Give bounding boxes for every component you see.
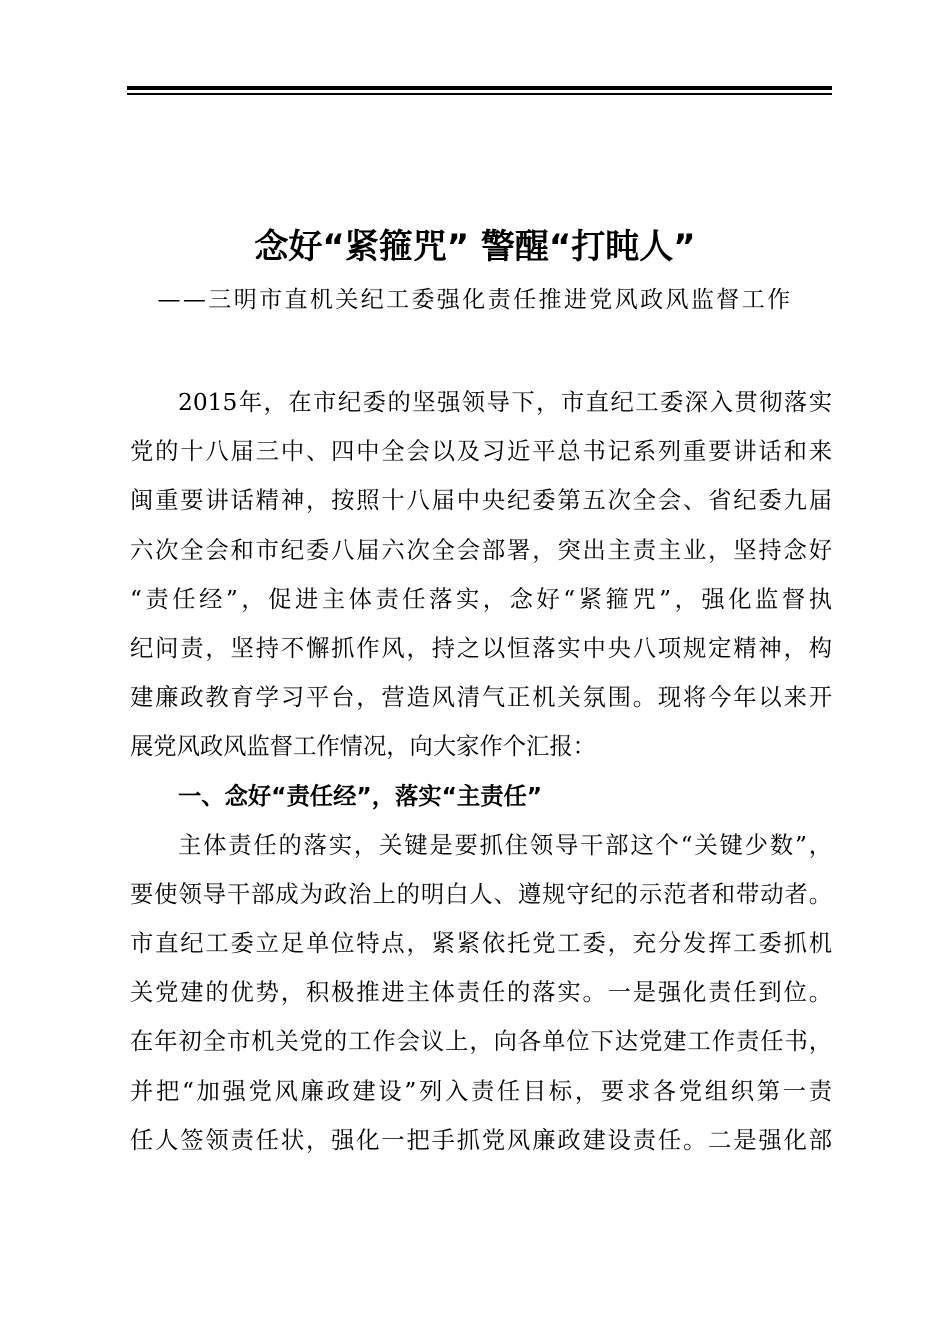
paragraph-line: 主体责任的落实，关键是要抓住领导干部这个“关键少数”， <box>178 831 832 859</box>
paragraph-line: “责任经”，促进主体责任落实，念好“紧箍咒”，强化监督执 <box>130 585 832 613</box>
paragraph-line: 任人签领责任状，强化一把手抓党风廉政建设责任。二是强化部 <box>130 1126 832 1154</box>
paragraph-line: 展党风政风监督工作情况，向大家作个汇报： <box>130 733 596 761</box>
section-heading: 一、念好“责任经”，落实“主责任” <box>178 782 543 810</box>
document-subtitle: ——三明市直机关纪工委强化责任推进党风政风监督工作 <box>157 287 793 313</box>
paragraph-line: 要使领导干部成为政治上的明白人、遵规守纪的示范者和带动者。 <box>130 880 832 908</box>
paragraph-line: 纪问责，坚持不懈抓作风，持之以恒落实中央八项规定精神，构 <box>130 634 832 662</box>
paragraph-line: 建廉政教育学习平台，营造风清气正机关氛围。现将今年以来开 <box>130 684 832 712</box>
paragraph-line: 市直纪工委立足单位特点，紧紧依托党工委，充分发挥工委抓机 <box>130 930 832 958</box>
paragraph-line: 2015年，在市纪委的坚强领导下，市直纪工委深入贯彻落实 <box>178 389 832 416</box>
header-rule-thin <box>127 93 832 95</box>
paragraph-line: 关党建的优势，积极推进主体责任的落实。一是强化责任到位。 <box>130 979 832 1007</box>
document-title: 念好“紧箍咒” 警醒“打盹人” <box>254 227 696 267</box>
paragraph-line: 党的十八届三中、四中全会以及习近平总书记系列重要讲话和来 <box>130 438 832 466</box>
paragraph-line: 闽重要讲话精神，按照十八届中央纪委第五次全会、省纪委九届 <box>130 487 832 515</box>
paragraph-line: 并把“加强党风廉政建设”列入责任目标，要求各党组织第一责 <box>130 1077 832 1105</box>
paragraph-line: 六次全会和市纪委八届六次全会部署，突出主责主业，坚持念好 <box>130 536 832 564</box>
header-rule-thick <box>127 86 832 90</box>
document-body <box>130 386 832 1173</box>
paragraph-line: 在年初全市机关党的工作会议上，向各单位下达党建工作责任书， <box>130 1028 832 1056</box>
